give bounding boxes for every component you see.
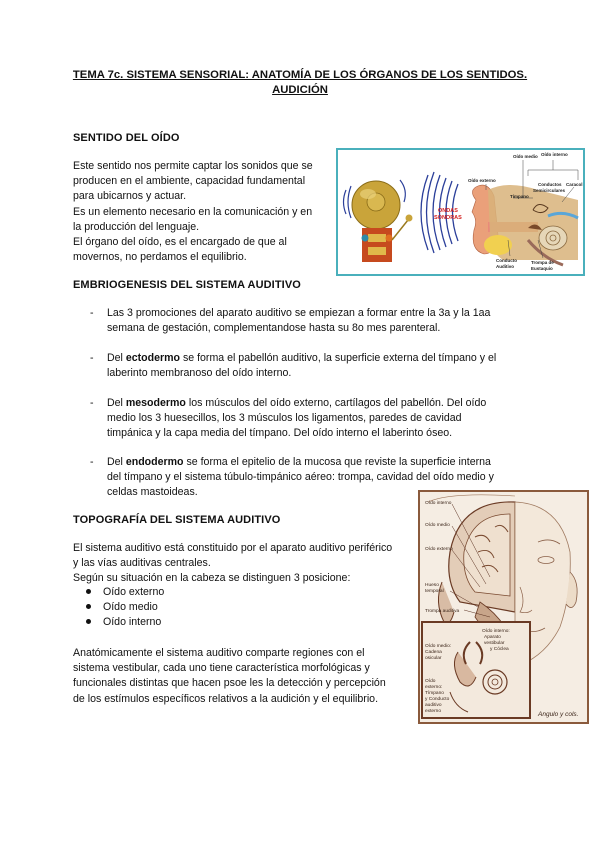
svg-text:Tímpano: Tímpano xyxy=(510,194,529,199)
svg-text:Oído: Oído xyxy=(425,679,436,684)
text-line: medio los 3 huesecillos, los 3 músculos los ligamentos, paredes de cavidad xyxy=(107,412,462,425)
section-heading-embriogenesis: EMBRIOGENESIS DEL SISTEMA AUDITIVO xyxy=(73,279,301,291)
dash-bullet: - xyxy=(90,397,94,409)
svg-text:Angulo y cols.: Angulo y cols. xyxy=(538,711,579,718)
svg-text:Eustaquio: Eustaquio xyxy=(531,266,553,271)
svg-text:Auditivo: Auditivo xyxy=(496,264,514,269)
term-mesodermo: mesodermo xyxy=(125,397,186,409)
dash-bullet: - xyxy=(90,456,94,468)
term-ectodermo: ectodermo xyxy=(125,352,181,364)
svg-text:temporal: temporal xyxy=(425,589,444,594)
text-line: Del endodermo se forma el epitelio de la mucosa que reviste la superficie interna xyxy=(107,456,491,468)
text-line: Las 3 promociones del aparato auditivo se empiezan a formar entre la 3a y la 1aa xyxy=(107,307,491,319)
list-item: Oído externo xyxy=(86,585,164,600)
svg-text:Oído interno: Oído interno xyxy=(541,152,568,157)
svg-text:Caracol: Caracol xyxy=(566,182,583,187)
text-line: funcionales distintas que hacen psoe les la detección y percepción xyxy=(73,677,386,690)
svg-text:Tímpano: Tímpano xyxy=(425,691,444,696)
text-line: celdas mastoideas. xyxy=(107,486,198,499)
svg-text:Hueso: Hueso xyxy=(425,583,439,588)
ear-anatomy-figure xyxy=(336,148,585,276)
svg-text:auditivo: auditivo xyxy=(425,703,442,708)
section1-paragraph xyxy=(73,159,333,265)
text-line: laberinto membranoso del oído interno. xyxy=(107,367,292,380)
text-line: semana de gestación, complementandose hasta su 8o mes parenteral. xyxy=(107,322,441,335)
term-endodermo: endodermo xyxy=(125,456,184,468)
bullet-icon xyxy=(86,604,91,609)
svg-text:Oído medio: Oído medio xyxy=(425,523,450,528)
svg-text:Trompa auditiva: Trompa auditiva xyxy=(425,609,460,614)
section3-paragraph xyxy=(73,646,413,707)
text-line: El órgano del oído, es el encargado de que al xyxy=(73,236,287,249)
dash-bullet: - xyxy=(90,352,94,364)
svg-text:Oído externo: Oído externo xyxy=(425,547,453,552)
svg-text:Cadena: Cadena xyxy=(425,650,442,655)
document-title xyxy=(60,68,540,98)
text-line: movernos, no perdamos el equilibrio. xyxy=(73,251,247,264)
text-line: El sistema auditivo está constituido por el aparato auditivo periférico xyxy=(73,542,393,554)
svg-text:y Cóclea: y Cóclea xyxy=(490,647,509,652)
bell-icon xyxy=(344,180,413,262)
svg-text:Conductos: Conductos xyxy=(538,182,562,187)
svg-text:Semicirculares: Semicirculares xyxy=(533,188,566,193)
bell-and-ear-illustration xyxy=(338,150,583,274)
svg-text:Oído interno:: Oído interno: xyxy=(482,629,510,634)
svg-text:Oído interno: Oído interno xyxy=(425,501,452,506)
text-line: Del ectodermo se forma el pabellón auditivo, la superficie externa del tímpano y el xyxy=(107,352,497,364)
head-anatomy-sketch xyxy=(420,492,587,722)
bullet-icon xyxy=(86,619,91,624)
svg-text:Oído medio:: Oído medio: xyxy=(425,644,452,649)
svg-text:externo:: externo: xyxy=(425,685,443,690)
text-line: del tímpano y el sistema túbulo-timpánico aéreo: trompa, cavidad del oído medio y xyxy=(107,471,494,484)
svg-text:Aparato: Aparato xyxy=(484,635,501,640)
section-heading-sentido: SENTIDO DEL OÍDO xyxy=(73,132,180,144)
text-line: para ubicarnos y actuar. xyxy=(73,190,187,203)
svg-text:SONORAS: SONORAS xyxy=(434,215,462,221)
text-line: Anatómicamente el sistema auditivo comparte regiones con el xyxy=(73,647,365,659)
section3-intro xyxy=(73,541,413,587)
text-line: Este sentido nos permite captar los sonidos que se xyxy=(73,160,313,172)
bullet-icon xyxy=(86,589,91,594)
text-line: Según su situación en la cabeza se distinguen 3 posicione: xyxy=(73,572,351,585)
dash-bullet: - xyxy=(90,307,94,319)
text-line: sistema vestibular, cada uno tiene característica morfológicas y xyxy=(73,662,370,675)
svg-text:Trompa de: Trompa de xyxy=(531,260,554,265)
bullet-list xyxy=(86,585,164,630)
svg-text:ONDAS: ONDAS xyxy=(438,208,458,214)
text-line: timpánica y la capa media del tímpano. Del oído interno el laberinto óseo. xyxy=(107,427,453,440)
svg-text:vestibular: vestibular xyxy=(484,641,505,646)
title-line-1: TEMA 7c. SISTEMA SENSORIAL: ANATOMÍA DE LOS ÓRGANOS DE LOS SENTIDOS. xyxy=(72,69,528,81)
text-line: de los estímulos específicos relativos a la audición y el equilibrio. xyxy=(73,692,379,705)
head-ear-anatomy-figure xyxy=(418,490,589,724)
list-item: Oído medio xyxy=(86,600,164,615)
text-line: producen en el ambiente, capacidad fundamental xyxy=(73,175,306,188)
svg-text:Conducto: Conducto xyxy=(496,258,517,263)
list-item: Oído interno xyxy=(86,615,164,630)
text-line: Del mesodermo los músculos del oído externo, cartílagos del pabellón. Del oído xyxy=(107,397,487,409)
svg-text:y Conducto: y Conducto xyxy=(425,697,450,702)
svg-text:externo: externo xyxy=(425,709,441,714)
text-line: Es un elemento necesario en la comunicación y en xyxy=(73,205,313,218)
text-line: la producción del lenguaje. xyxy=(73,220,200,233)
svg-text:osicular: osicular xyxy=(425,656,442,661)
section-heading-topografia: TOPOGRAFÍA DEL SISTEMA AUDITIVO xyxy=(73,514,281,526)
svg-text:Oído externo: Oído externo xyxy=(468,178,496,183)
title-line-2: AUDICIÓN xyxy=(272,84,328,96)
svg-text:Oído medio: Oído medio xyxy=(513,154,538,159)
text-line: y las vías auditivas centrales. xyxy=(73,557,211,570)
